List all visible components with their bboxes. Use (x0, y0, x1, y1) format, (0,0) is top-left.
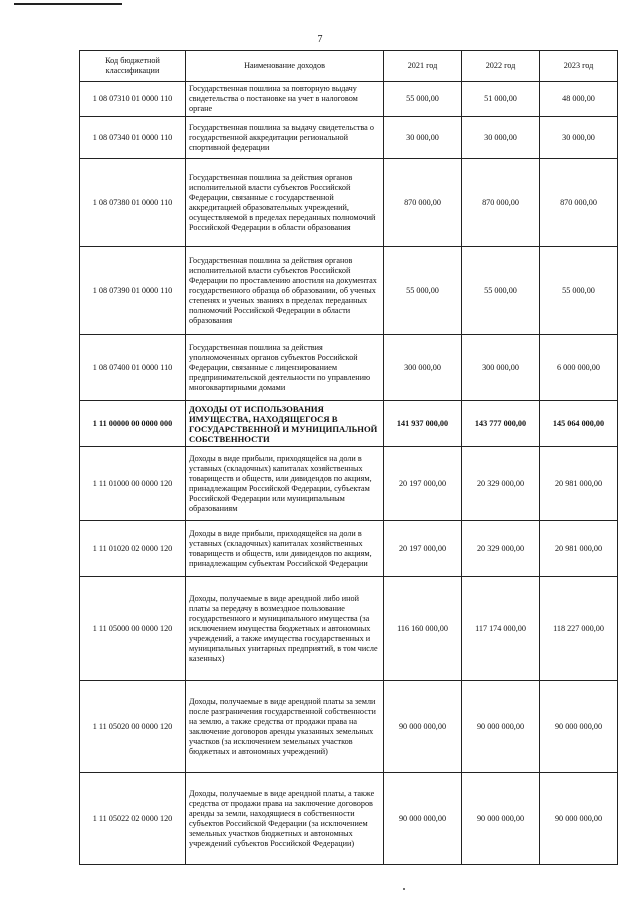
top-rule (14, 3, 122, 5)
code-cell: 1 08 07400 01 0000 110 (80, 335, 186, 401)
code-cell: 1 08 07340 01 0000 110 (80, 117, 186, 159)
code-cell: 1 11 01000 00 0000 120 (80, 447, 186, 521)
value-2022: 117 174 000,00 (462, 577, 540, 681)
code-cell: 1 11 00000 00 0000 000 (80, 401, 186, 447)
name-cell: Доходы, получаемые в виде арендной платы за земли после разграничения государственной собственности на землю, а также средства от продажи права на заключение договоров аренды указанных земельных участков (за исключением земельных участков бюджетных и автономных учреждений) (186, 681, 384, 773)
value-2023: 20 981 000,00 (540, 521, 618, 577)
value-2022: 90 000 000,00 (462, 681, 540, 773)
name-cell: Доходы, получаемые в виде арендной платы, а также средства от продажи права на заключение договоров аренды за земли, находящиеся в собственности субъектов Российской Федерации (за исключением земельных участков бюджетных и автономных учреждений субъектов Российской Федерации) (186, 773, 384, 865)
value-2022: 300 000,00 (462, 335, 540, 401)
table-row (80, 82, 618, 117)
value-2021: 20 197 000,00 (384, 521, 462, 577)
table-row (80, 159, 618, 247)
header-2023: 2023 год (540, 51, 618, 82)
code-cell: 1 11 01020 02 0000 120 (80, 521, 186, 577)
value-2021: 55 000,00 (384, 247, 462, 335)
page-number: 7 (317, 34, 323, 45)
header-code: Код бюджетной классификации (80, 51, 186, 82)
value-2023: 20 981 000,00 (540, 447, 618, 521)
header-name: Наименование доходов (186, 51, 384, 82)
value-2023: 870 000,00 (540, 159, 618, 247)
value-2021: 55 000,00 (384, 82, 462, 117)
name-cell: Государственная пошлина за выдачу свидетельства о государственной аккредитации региональной спортивной федерации (186, 117, 384, 159)
value-2022: 55 000,00 (462, 247, 540, 335)
table-row (80, 681, 618, 773)
value-2022: 870 000,00 (462, 159, 540, 247)
table-header-row (80, 51, 618, 82)
value-2021: 300 000,00 (384, 335, 462, 401)
name-cell: Доходы, получаемые в виде арендной либо иной платы за передачу в возмездное пользование государственного и муниципального имущества (за исключением имущества бюджетных и автономных учреждений, а также имущества государственных и муниципальных унитарных предприятий, в том числе казенных) (186, 577, 384, 681)
name-cell: Доходы в виде прибыли, приходящейся на доли в уставных (складочных) капиталах хозяйственных товариществ и обществ, или дивидендов по акциям, принадлежащим Российской Федерации, субъектам Российской Федерации или муниципальным образованиям (186, 447, 384, 521)
value-2022: 20 329 000,00 (462, 521, 540, 577)
table-row (80, 577, 618, 681)
name-cell: Доходы в виде прибыли, приходящейся на доли в уставных (складочных) капиталах хозяйственных товариществ и обществ, или дивидендов по акциям, принадлежащим субъектам Российской Федерации (186, 521, 384, 577)
value-2022: 20 329 000,00 (462, 447, 540, 521)
code-cell: 1 11 05020 00 0000 120 (80, 681, 186, 773)
value-2022: 30 000,00 (462, 117, 540, 159)
scan-speck (403, 888, 405, 890)
value-2021: 870 000,00 (384, 159, 462, 247)
value-2021: 30 000,00 (384, 117, 462, 159)
code-cell: 1 08 07380 01 0000 110 (80, 159, 186, 247)
code-cell: 1 11 05022 02 0000 120 (80, 773, 186, 865)
name-cell: ДОХОДЫ ОТ ИСПОЛЬЗОВАНИЯ ИМУЩЕСТВА, НАХОДЯЩЕГОСЯ В ГОСУДАРСТВЕННОЙ И МУНИЦИПАЛЬНОЙ СОБСТВЕННОСТИ (186, 401, 384, 447)
code-cell: 1 11 05000 00 0000 120 (80, 577, 186, 681)
value-2021: 20 197 000,00 (384, 447, 462, 521)
table-row-section-total (80, 401, 618, 447)
name-cell: Государственная пошлина за действия уполномоченных органов субъектов Российской Федерации, связанные с лицензированием предпринимательской деятельности по управлению многоквартирными домами (186, 335, 384, 401)
value-2023: 6 000 000,00 (540, 335, 618, 401)
revenue-table (79, 50, 618, 865)
code-cell: 1 08 07310 01 0000 110 (80, 82, 186, 117)
table-row (80, 447, 618, 521)
header-2021: 2021 год (384, 51, 462, 82)
value-2021: 90 000 000,00 (384, 773, 462, 865)
value-2021: 90 000 000,00 (384, 681, 462, 773)
table-row (80, 247, 618, 335)
table-row (80, 117, 618, 159)
value-2022: 51 000,00 (462, 82, 540, 117)
name-cell: Государственная пошлина за повторную выдачу свидетельства о постановке на учет в налоговом органе (186, 82, 384, 117)
table-row (80, 335, 618, 401)
header-2022: 2022 год (462, 51, 540, 82)
name-cell: Государственная пошлина за действия органов исполнительной власти субъектов Российской Федерации, связанные с государственной аккредитацией образовательных учреждений, осуществляемой в пределах переданных полномочий Российской Федерации в области образования (186, 159, 384, 247)
value-2023: 48 000,00 (540, 82, 618, 117)
value-2021: 116 160 000,00 (384, 577, 462, 681)
name-cell: Государственная пошлина за действия органов исполнительной власти субъектов Российской Федерации по проставлению апостиля на документах государственного образца об образовании, об ученых степенях и ученых званиях в пределах переданных полномочий Российской Федерации в области образования (186, 247, 384, 335)
value-2023: 90 000 000,00 (540, 773, 618, 865)
value-2023: 55 000,00 (540, 247, 618, 335)
value-2023: 90 000 000,00 (540, 681, 618, 773)
table-row (80, 773, 618, 865)
table-row (80, 521, 618, 577)
value-2023: 118 227 000,00 (540, 577, 618, 681)
value-2022: 90 000 000,00 (462, 773, 540, 865)
value-2023: 30 000,00 (540, 117, 618, 159)
value-2021: 141 937 000,00 (384, 401, 462, 447)
value-2022: 143 777 000,00 (462, 401, 540, 447)
value-2023: 145 064 000,00 (540, 401, 618, 447)
code-cell: 1 08 07390 01 0000 110 (80, 247, 186, 335)
